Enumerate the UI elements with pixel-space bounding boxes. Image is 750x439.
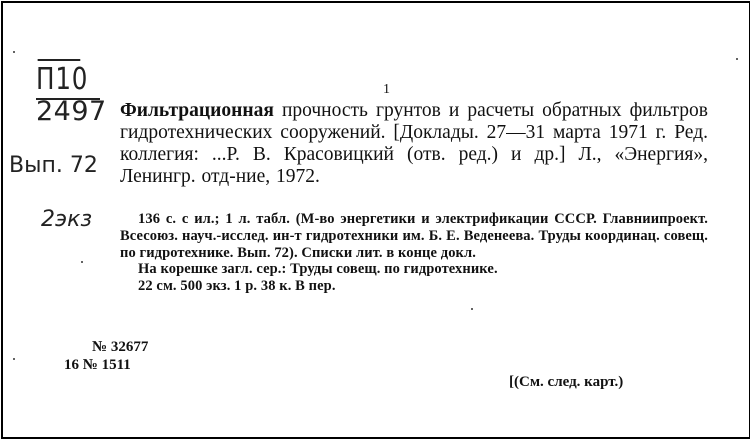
speck xyxy=(13,358,15,360)
entry-title: прочность грунтов и расчеты обратных фильтров гидротехнических сооружений. [Доклады. 27—31 марта 1971 г. Ред. коллегия: ...Р. В. Красовицкий (отв. ред.) и др.] Л., «Энергия», Ленингр. отд-ние, 1972. xyxy=(120,100,708,187)
spine-note: На корешке загл. сер.: Труды совещ. по гидротехнике. xyxy=(138,261,498,278)
sheet-number: 1 xyxy=(383,82,390,97)
continuation-note: [(См. след. карт.) xyxy=(509,374,624,390)
speck xyxy=(736,58,738,60)
catalog-card xyxy=(1,1,750,439)
main-entry xyxy=(120,100,708,188)
entry-lead-word: Фильтрационная xyxy=(120,100,274,121)
format-note: 22 см. 500 экз. 1 р. 38 к. В пер. xyxy=(138,278,336,295)
registration-number: № 32677 xyxy=(92,339,149,355)
issue-note: Вып. 72 xyxy=(9,153,98,178)
shelf-mark-top: П10 xyxy=(36,62,89,97)
shelf-mark-bottom: 2497 xyxy=(36,96,107,127)
physical-description: 136 с. с ил.; 1 л. табл. (М-во энергетики и электрификации СССР. Главниипроект. Всесоюз. науч.-исслед. ин-т гидротехники им. Б. Е. Веденеева. Труды координац. совещ. по гидротехнике. Вып. 72). Списки лит. в конце докл. xyxy=(120,211,708,261)
copies-note: 2экз xyxy=(41,207,93,232)
speck xyxy=(81,261,83,263)
registration-number-secondary: 16 № 1511 xyxy=(64,357,131,373)
speck xyxy=(13,51,15,53)
speck xyxy=(471,308,473,310)
entry-paragraph xyxy=(120,100,708,188)
description-block xyxy=(120,211,708,295)
